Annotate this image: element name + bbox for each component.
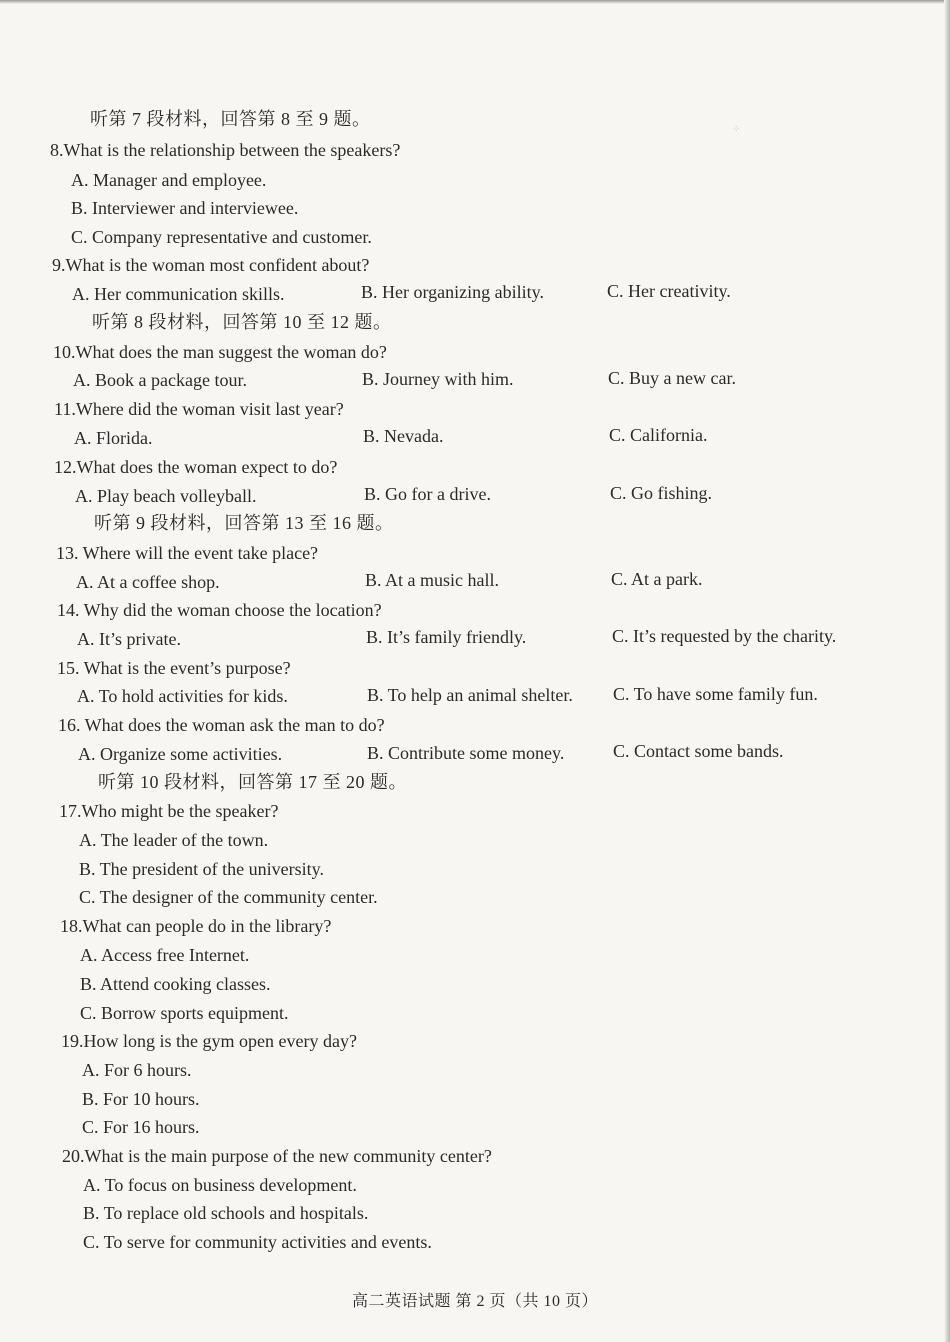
- q14-option-c: C. It’s requested by the charity.: [612, 626, 837, 646]
- section-heading-10: 听第 10 段材料，回答第 17 至 20 题。: [98, 772, 407, 792]
- q14-option-b: B. It’s family friendly.: [366, 627, 527, 647]
- q20-option-c: C. To serve for community activities and events.: [83, 1232, 432, 1252]
- question-15: 15. What is the event’s purpose?: [57, 658, 291, 678]
- q11-option-c: C. California.: [609, 425, 708, 445]
- q9-option-c: C. Her creativity.: [607, 281, 731, 301]
- q11-option-b: B. Nevada.: [363, 426, 444, 446]
- q15-option-b: B. To help an animal shelter.: [367, 685, 573, 705]
- q11-option-a: A. Florida.: [74, 428, 153, 448]
- q8-option-b: B. Interviewer and interviewee.: [71, 198, 299, 218]
- question-11: 11.Where did the woman visit last year?: [54, 399, 344, 419]
- page-footer: 高二英语试题 第 2 页（共 10 页）: [351, 1293, 598, 1310]
- question-18: 18.What can people do in the library?: [60, 916, 332, 936]
- q14-option-a: A. It’s private.: [77, 629, 181, 649]
- q16-option-c: C. Contact some bands.: [613, 741, 784, 761]
- question-10: 10.What does the man suggest the woman do?: [53, 342, 387, 362]
- q9-option-b: B. Her organizing ability.: [361, 282, 544, 302]
- question-9: 9.What is the woman most confident about?: [52, 255, 370, 275]
- question-17: 17.Who might be the speaker?: [59, 801, 279, 821]
- q17-option-b: B. The president of the university.: [79, 859, 324, 879]
- q16-option-a: A. Organize some activities.: [78, 744, 283, 764]
- q12-option-b: B. Go for a drive.: [364, 484, 491, 504]
- q13-option-a: A. At a coffee shop.: [76, 572, 220, 592]
- question-19: 19.How long is the gym open every day?: [61, 1031, 357, 1051]
- q9-option-a: A. Her communication skills.: [72, 284, 285, 304]
- section-heading-7: 听第 7 段材料，回答第 8 至 9 题。: [90, 109, 371, 129]
- question-16: 16. What does the woman ask the man to do?: [58, 715, 385, 735]
- q8-option-a: A. Manager and employee.: [71, 170, 267, 190]
- q12-option-a: A. Play beach volleyball.: [75, 486, 257, 506]
- q10-option-c: C. Buy a new car.: [608, 368, 736, 388]
- q17-option-c: C. The designer of the community center.: [79, 887, 378, 907]
- page-top-edge: [0, 0, 950, 4]
- q19-option-b: B. For 10 hours.: [82, 1089, 200, 1109]
- q10-option-b: B. Journey with him.: [362, 369, 514, 389]
- scan-speck: ⁘: [732, 124, 741, 135]
- q12-option-c: C. Go fishing.: [610, 483, 713, 503]
- q8-option-c: C. Company representative and customer.: [71, 227, 372, 247]
- q10-option-a: A. Book a package tour.: [73, 370, 247, 390]
- q15-option-c: C. To have some family fun.: [613, 684, 818, 704]
- question-8: 8.What is the relationship between the speakers?: [50, 140, 401, 160]
- question-14: 14. Why did the woman choose the location?: [57, 600, 382, 620]
- q18-option-b: B. Attend cooking classes.: [80, 974, 271, 994]
- section-heading-8: 听第 8 段材料，回答第 10 至 12 题。: [92, 312, 392, 332]
- section-heading-9: 听第 9 段材料，回答第 13 至 16 题。: [94, 513, 394, 533]
- question-20: 20.What is the main purpose of the new community center?: [62, 1146, 492, 1166]
- q18-option-a: A. Access free Internet.: [80, 945, 250, 965]
- q20-option-a: A. To focus on business development.: [83, 1175, 357, 1195]
- q17-option-a: A. The leader of the town.: [79, 830, 269, 850]
- question-13: 13. Where will the event take place?: [56, 543, 319, 563]
- q13-option-b: B. At a music hall.: [365, 570, 499, 590]
- q20-option-b: B. To replace old schools and hospitals.: [83, 1203, 369, 1223]
- page-right-edge: [944, 0, 950, 1342]
- q16-option-b: B. Contribute some money.: [367, 743, 565, 763]
- q19-option-c: C. For 16 hours.: [82, 1117, 200, 1137]
- q19-option-a: A. For 6 hours.: [82, 1060, 192, 1080]
- q18-option-c: C. Borrow sports equipment.: [80, 1003, 289, 1023]
- q15-option-a: A. To hold activities for kids.: [77, 686, 288, 706]
- q13-option-c: C. At a park.: [611, 569, 703, 589]
- question-12: 12.What does the woman expect to do?: [54, 457, 338, 477]
